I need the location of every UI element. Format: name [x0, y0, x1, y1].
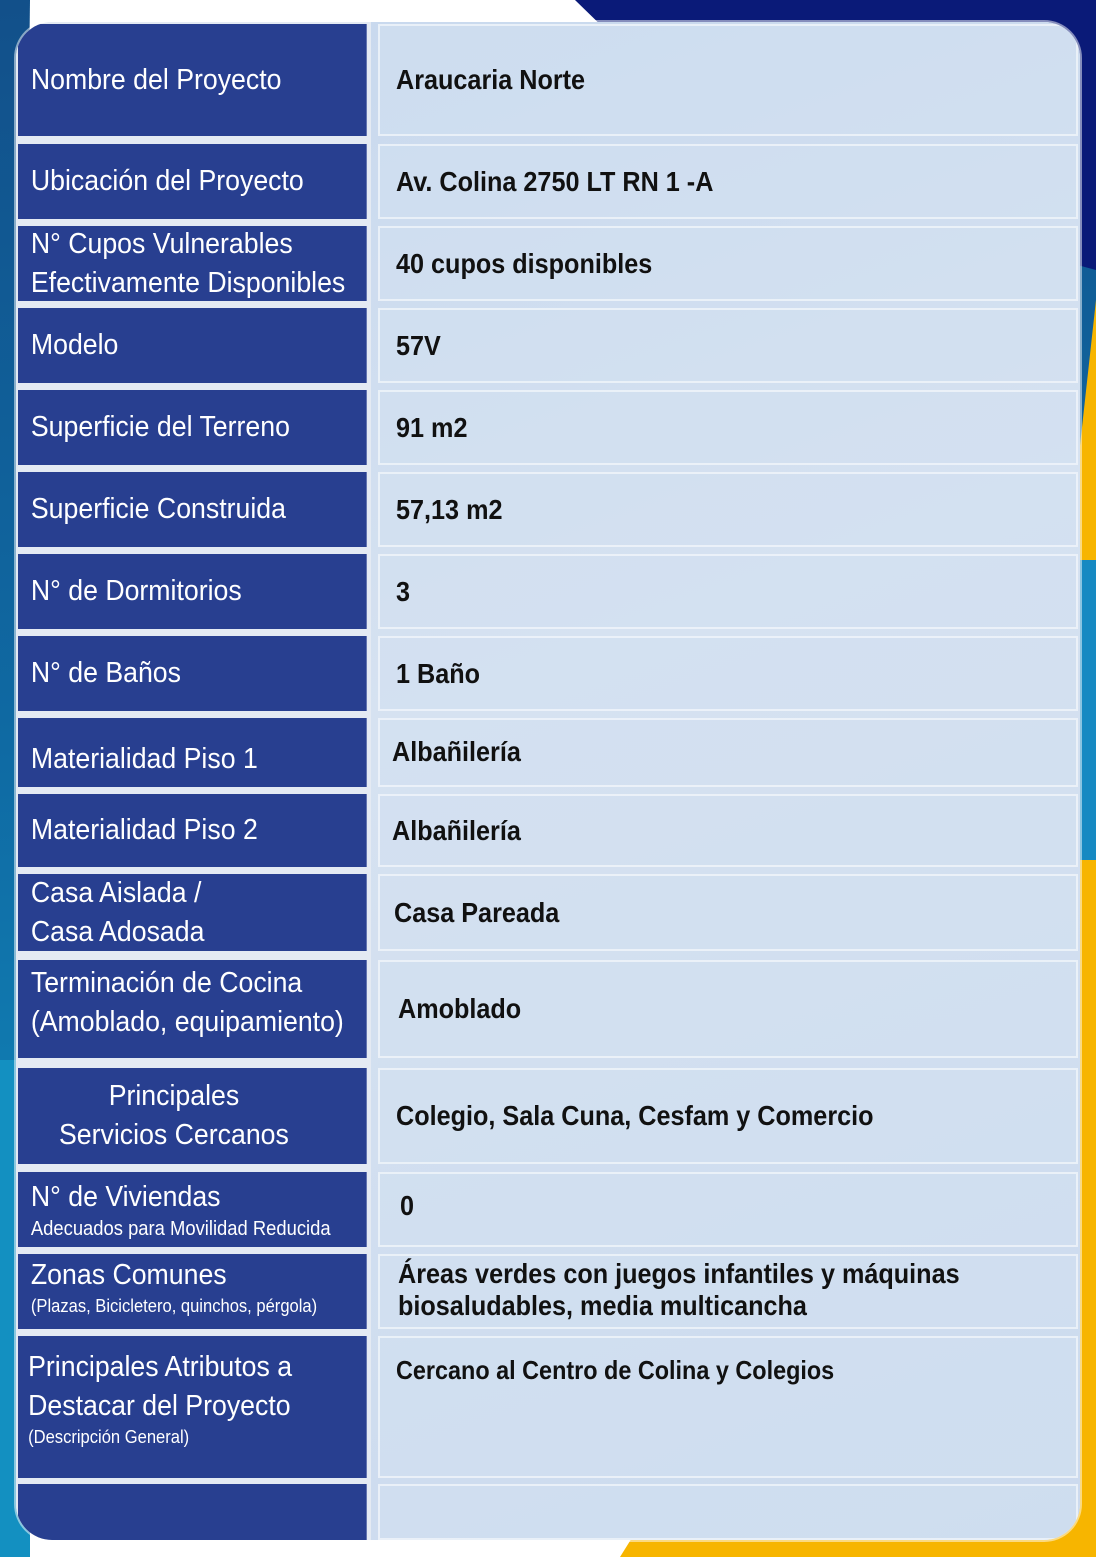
label-cell: N° Cupos Vulnerables Efectivamente Disponibles — [18, 226, 367, 301]
value-cell: 57,13 m2 — [378, 472, 1078, 547]
value-cell: Av. Colina 2750 LT RN 1 -A — [378, 144, 1078, 219]
value-cell: Áreas verdes con juegos infantiles y máquinas biosaludables, media multicancha — [378, 1254, 1078, 1329]
label-cell: Nombre del Proyecto — [18, 24, 367, 136]
value-cell: Cercano al Centro de Colina y Colegios — [378, 1336, 1078, 1478]
table-row-viviendas — [16, 1172, 1080, 1247]
label-cell: Principales Servicios Cercanos — [18, 1068, 367, 1164]
label-cell: Superficie Construida — [18, 472, 367, 547]
value-cell: 40 cupos disponibles — [378, 226, 1078, 301]
table-row-banos — [16, 636, 1080, 711]
label-cell: Casa Aislada / Casa Adosada — [18, 874, 367, 951]
label-cell: Superficie del Terreno — [18, 390, 367, 465]
label-cell: N° de Viviendas Adecuados para Movilidad Reducida — [18, 1172, 367, 1247]
label-cell: Principales Atributos a Destacar del Proyecto (Descripción General) — [18, 1336, 367, 1478]
table-row-cocina — [16, 960, 1080, 1058]
table-row-tipo-casa — [16, 874, 1080, 951]
table-row-nombre — [16, 24, 1080, 136]
table-row-zonas-comunes — [16, 1254, 1080, 1329]
label-cell: Ubicación del Proyecto — [18, 144, 367, 219]
label-cell: Zonas Comunes (Plazas, Bicicletero, quinchos, pérgola) — [18, 1254, 367, 1329]
table-row-modelo — [16, 308, 1080, 383]
table-row-servicios — [16, 1068, 1080, 1164]
value-cell — [378, 1484, 1078, 1540]
label-cell: Modelo — [18, 308, 367, 383]
value-cell: 1 Baño — [378, 636, 1078, 711]
table-row-dormitorios — [16, 554, 1080, 629]
value-cell: Araucaria Norte — [378, 24, 1078, 136]
value-cell: Albañilería — [378, 794, 1078, 867]
table-row-materialidad-piso-2 — [16, 794, 1080, 867]
table-row-atributos — [16, 1336, 1080, 1478]
label-cell — [18, 1484, 367, 1540]
table-row-empty — [16, 1484, 1080, 1540]
table-row-ubicacion — [16, 144, 1080, 219]
label-cell: N° de Baños — [18, 636, 367, 711]
value-cell: 0 — [378, 1172, 1078, 1247]
table-row-materialidad-piso-1 — [16, 718, 1080, 787]
label-cell: Terminación de Cocina (Amoblado, equipamiento) — [18, 960, 367, 1058]
project-info-card — [16, 22, 1080, 1540]
value-cell: 57V — [378, 308, 1078, 383]
value-cell: Casa Pareada — [378, 874, 1078, 951]
table-row-superficie-construida — [16, 472, 1080, 547]
value-cell: 3 — [378, 554, 1078, 629]
label-cell: Materialidad Piso 1 — [18, 718, 367, 787]
table-row-superficie-terreno — [16, 390, 1080, 465]
label-cell: N° de Dormitorios — [18, 554, 367, 629]
table-row-cupos — [16, 226, 1080, 301]
value-cell: Albañilería — [378, 718, 1078, 787]
value-cell: Colegio, Sala Cuna, Cesfam y Comercio — [378, 1068, 1078, 1164]
label-cell: Materialidad Piso 2 — [18, 794, 367, 867]
value-cell: 91 m2 — [378, 390, 1078, 465]
value-cell: Amoblado — [378, 960, 1078, 1058]
